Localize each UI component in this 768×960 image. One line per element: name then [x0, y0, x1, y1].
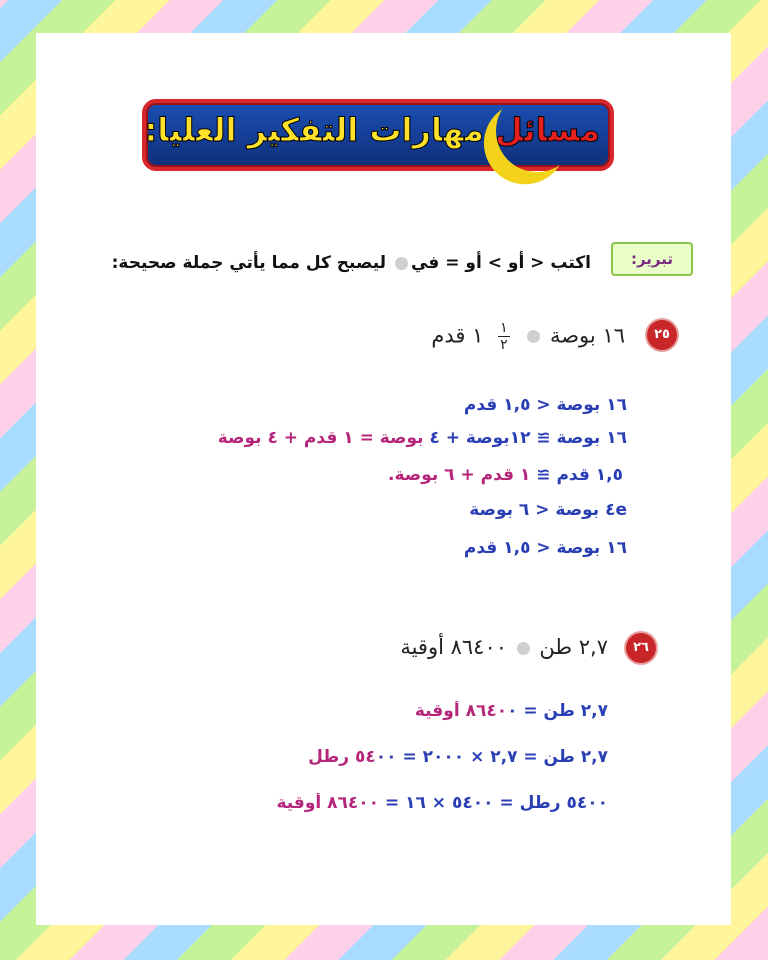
- q25-solution-line-4: ٤e بوصة < ٦ بوصة: [469, 500, 627, 520]
- question-25-statement: ١٦ بوصة $\frac{١}{٢}$ ١ قدم: [431, 320, 625, 353]
- banner-title: مسائل مهارات التفكير العليا:: [144, 111, 600, 149]
- question-25-number: ٢٥: [647, 320, 677, 350]
- q25-solution-line-3: ١,٥ قدم ≅ ١ قدم + ٦ بوصة.: [388, 465, 623, 485]
- circle-placeholder-icon: [527, 330, 540, 343]
- question-26-statement: ٢,٧ طن ٨٦٤٠٠ أوقية: [400, 635, 608, 659]
- q25-solution-line-2: ١٦ بوصة ≅ ١٢بوصة + ٤ بوصة = ١ قدم + ٤ بوصة: [217, 428, 627, 448]
- q26-solution-line-2: ٢,٧ طن = ٢,٧ × ٢٠٠٠ = ٥٤٠٠ رطل: [308, 747, 608, 767]
- justify-badge: تبرير:: [611, 242, 693, 276]
- fraction: $\frac{١}{٢}$: [500, 320, 508, 353]
- question-26-number: ٢٦: [626, 633, 656, 663]
- q26-solution-line-1: ٢,٧ طن = ٨٦٤٠٠ أوقية: [414, 701, 608, 721]
- q25-solution-line-1: ١٦ بوصة < ١,٥ قدم: [463, 395, 627, 415]
- circle-placeholder-icon: [395, 257, 408, 270]
- q25-solution-line-5: ١٦ بوصة < ١,٥ قدم: [463, 538, 627, 558]
- q26-solution-line-3: ٥٤٠٠ رطل = ٥٤٠٠ × ١٦ = ٨٦٤٠٠ أوقية: [276, 793, 608, 813]
- circle-placeholder-icon: [517, 642, 530, 655]
- instruction-text: اكتب < أو > أو = في ليصبح كل مما يأتي جملة صحيحة:: [111, 253, 591, 273]
